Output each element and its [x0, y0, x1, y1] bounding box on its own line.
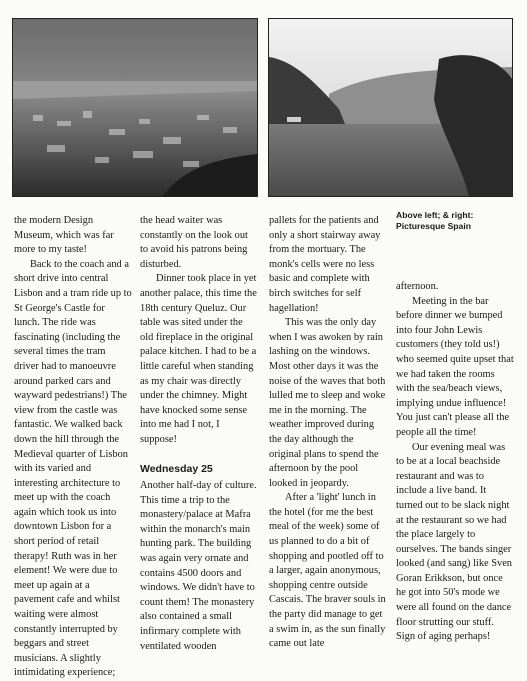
paragraph: the head waiter was constantly on the look out to avoid his patrons being disturbed.	[140, 215, 248, 270]
paragraph: Another half-day of culture. This time a trip to the monastery/palace at Mafra within the monarch's main hunting park. The building was again very ornate and contains 4500 doors and windows. We didn't have to count them! The monastery also contained a small infirmary complete with ventilated wooden	[140, 480, 257, 652]
paragraph: Dinner took place in yet another palace, this time the 18th century Queluz. Our table was sited under the old fireplace in the original palace kitchen. I had to be a little careful when standing as my chair was directly under the chimney. Might have knocked some sense into me had I not, I suppose!	[140, 273, 257, 445]
paragraph: Back to the coach and a short drive into central Lisbon and a tram ride up to St George's Castle for lunch. The ride was fascinating (including the several times the tram driver had to manoeuvre around parked cars and wayward pedestrians!) The view from the castle was fantastic. We walked back down the hill through the Medieval quarter of Lisbon with its varied and interesting architecture to meet up with the coach again which took us into downtown Lisbon for a short period of retail therapy! Ruth was in her element! We were due to meet up again at a pavement cafe and whilst waiting were almost constantly interrupted by beggars and street musicians. A slightly intimidating experience;	[14, 258, 132, 679]
paragraph: After a 'light' lunch in the hotel (for me the best meal of the week) some of us planned to do a bit of shopping and pootled off to a larger, again anonymous, shopping centre outside Cascais. The braver souls in the party did manage to get a swim in, as the sun finally came out late	[269, 492, 386, 650]
photo-caption	[396, 210, 514, 232]
caption-text: Picturesque Spain	[396, 221, 471, 231]
paragraph: the modern Design Museum, which was far more to my taste!	[14, 215, 114, 256]
text-column-1	[14, 214, 132, 681]
paragraph: Our evening meal was to be at a local beachside restaurant and was to include a live band. It turned out to be slack night at the restaurant so we had the place largely to ourselves. The bands singer looked (and sang) like Sven Goran Erikkson, but once he got into 50's mode we were all found on the dance floor strutting our stuff. Sign of aging perhaps!	[396, 441, 513, 643]
river-valley-image	[269, 19, 512, 196]
section-heading-wednesday: Wednesday 25	[140, 462, 213, 475]
paragraph: Meeting in the bar before dinner we bumped into four John Lewis customers (they told us!) who seemed quite upset that we had taken the rooms with the sea/beach views, implying undue influence! You just can't please all the people all the time!	[396, 295, 514, 438]
text-column-3	[269, 214, 387, 652]
cityscape-image	[13, 19, 257, 196]
paragraph: pallets for the patients and only a short stairway away from the mortuary. The monk's cells were no less basic and complete with birch switches for self hagellation!	[269, 215, 381, 314]
photo-lisbon-cityscape	[12, 18, 258, 197]
caption-label: Above left; & right:	[396, 210, 474, 220]
photo-river-valley	[268, 18, 513, 197]
paragraph: This was the only day when I was awoken by rain lashing on the windows. Most other days it was the noise of the waves that both lulled me to sleep and woke me in the morning. The weather improved during the day although the original plans to spend the afternoon by the pool looked in jeopardy.	[269, 317, 386, 489]
text-column-4	[396, 280, 514, 645]
paragraph: afternoon.	[396, 281, 439, 292]
text-column-2	[140, 214, 258, 654]
